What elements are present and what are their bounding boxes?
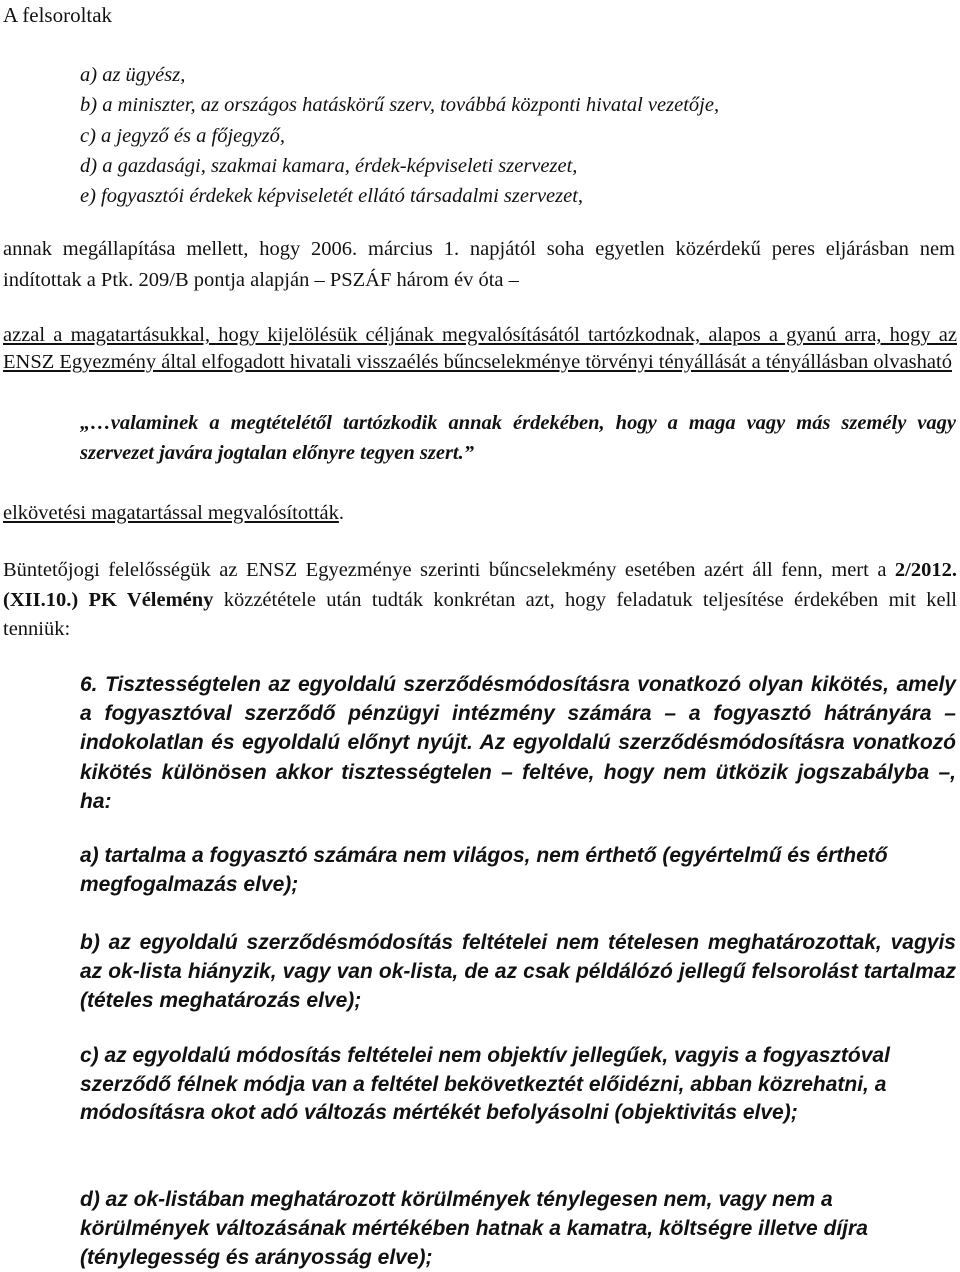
paragraph-finding: annak megállapítása mellett, hogy 2006. március 1. napjától soha egyetlen közérdekű peres eljárásban nem indítottak a Ptk. 209/B pontja alapján – PSZÁF három év óta – bbox=[3, 238, 955, 291]
condition-d: d) az ok-listában meghatározott körülmények ténylegesen nem, vagy nem a körülmények változásának mértékében hatnak a kamatra, költségre illetve díjra (ténylegesség és arányosság elve); bbox=[80, 1188, 868, 1269]
condition-b: b) az egyoldalú szerződésmódosítás feltételei nem tételesen meghatározottak, vagyis az ok-lista hiányzik, vagy van ok-lista, de az csak példálózó jellegű felsorolást tartalmaz (tételes meghatározás elve); bbox=[80, 931, 956, 1012]
list-item: c) a jegyző és a főjegyző, bbox=[80, 124, 285, 147]
underlined-phrase: elkövetési magatartással megvalósították bbox=[3, 502, 339, 524]
quoted-offence-definition: „…valaminek a megtételétől tartózkodik annak érdekében, hogy a maga vagy más személy vagy szervezet javára jogtalan előnyre tegyen szert.” bbox=[80, 412, 956, 464]
list-item: e) fogyasztói érdekek képviseletét ellátó társadalmi szervezet, bbox=[80, 185, 584, 208]
point-6: 6. Tisztességtelen az egyoldalú szerződésmódosításra vonatkozó olyan kikötés, amely a fogyasztóval szerződő pénzügyi intézmény számára – a fogyasztó hátrányára – indokolatlan és egyoldalú előnyt nyújt. Az egyoldalú szerződésmódosításra vonatkozó kikötés különösen akkor tisztességtelen – feltéve, hogy nem ütközik jogszabályba –, ha: bbox=[80, 673, 956, 813]
pk-opinion-reference: 2/2012.(XII.10.) PK Vélemény bbox=[3, 559, 957, 611]
liability-text-end: közzététele után tudták konkrétan azt, hogy feladatuk teljesítése érdekében mit kell tenniük: bbox=[3, 588, 957, 640]
period: . bbox=[338, 502, 344, 524]
condition-c: c) az egyoldalú módosítás feltételei nem objektív jellegűek, vagyis a fogyasztóval szerződő félnek módja van a feltétel bekövetkeztét előidézni, abban közrehatni, a módosításra okot adó változás mértékét befolyásolni (objektivitás elve); bbox=[80, 1044, 890, 1125]
section-heading: A felsoroltak bbox=[3, 3, 113, 27]
paragraph-liability bbox=[3, 556, 957, 645]
list-item: b) a miniszter, az országos hatáskörű szerv, továbbá központi hivatal vezetője, bbox=[80, 94, 720, 117]
paragraph-conduct: azzal a magatartásukkal, hogy kijelölésük céljának megvalósításától tartózkodnak, alapos a gyanú arra, hogy az ENSZ Egyezmény által elfogadott hivatali visszaélés bűncselekménye törvényi tényállását a tényállásban olvasható bbox=[3, 324, 957, 373]
entity-list bbox=[80, 60, 940, 211]
list-item: a) az ügyész, bbox=[80, 64, 186, 86]
paragraph-conduct-end bbox=[3, 498, 344, 528]
condition-a: a) tartalma a fogyasztó számára nem világos, nem érthető (egyértelmű és érthető megfogalmazás elve); bbox=[80, 844, 888, 896]
liability-text-start: Büntetőjogi felelősségük az ENSZ Egyezménye szerinti bűncselekmény esetében azért áll fenn, mert a bbox=[3, 559, 895, 581]
list-item: d) a gazdasági, szakmai kamara, érdek-képviseleti szervezet, bbox=[80, 154, 578, 177]
